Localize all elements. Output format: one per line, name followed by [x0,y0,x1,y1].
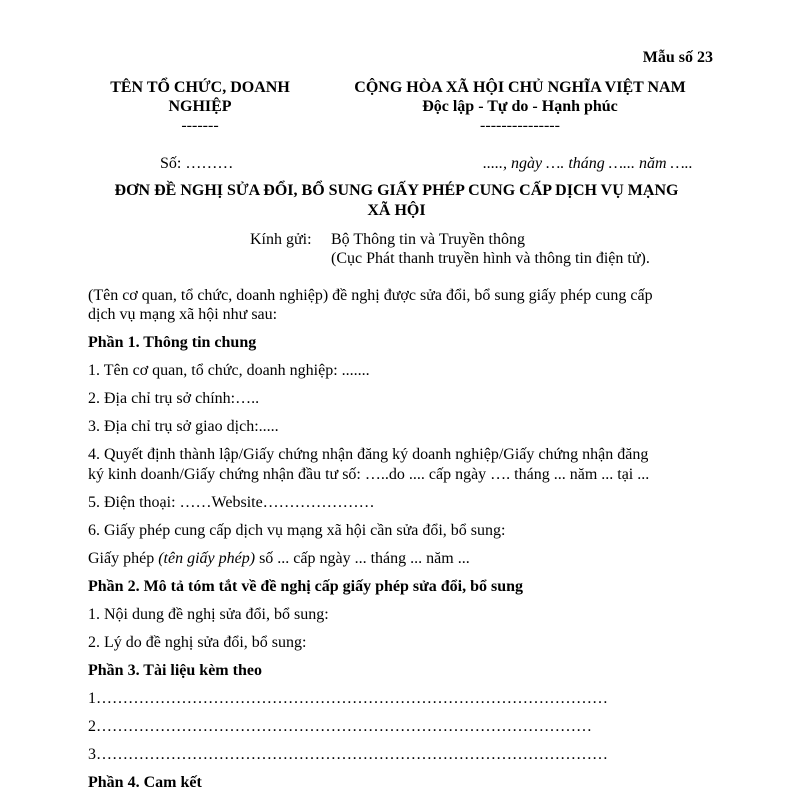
org-title-line2: NGHIỆP [168,98,232,116]
org-rule: ------- [181,117,219,135]
part3-line1: 1…………………………………………………………………………………… [88,690,608,707]
date-line: ....., ngày …. tháng …... năm ….. [483,155,693,172]
part1-item2: 2. Địa chỉ trụ sở chính:….. [88,390,260,407]
part2-heading: Phần 2. Mô tả tóm tắt về đề nghị cấp giấy phép sửa đổi, bổ sung [88,578,523,595]
recipient-label: Kính gửi: [250,231,312,248]
part1-heading: Phần 1. Thông tin chung [88,334,257,351]
part1-item6: 6. Giấy phép cung cấp dịch vụ mạng xã hội cần sửa đổi, bổ sung: [88,522,506,539]
part1-item4-line1: 4. Quyết định thành lập/Giấy chứng nhận đăng ký doanh nghiệp/Giấy chứng nhận đăng [88,446,649,463]
part3-heading: Phần 3. Tài liệu kèm theo [88,662,262,679]
part1-item3: 3. Địa chỉ trụ sở giao dịch:..... [88,418,279,435]
part3-line2: 2………………………………………………………………………………… [88,718,592,735]
part2-item1: 1. Nội dung đề nghị sửa đổi, bổ sung: [88,606,329,623]
license-prefix: Giấy phép [88,550,159,567]
document-title-line1: ĐƠN ĐỀ NGHỊ SỬA ĐỔI, BỔ SUNG GIẤY PHÉP CUNG CẤP DỊCH VỤ MẠNG [114,182,679,199]
document-title-line2: XÃ HỘI [367,202,426,219]
intro-line2: dịch vụ mạng xã hội như sau: [88,306,278,323]
part2-item2: 2. Lý do đề nghị sửa đổi, bổ sung: [88,634,307,651]
intro-line1: (Tên cơ quan, tổ chức, doanh nghiệp) đề nghị được sửa đổi, bổ sung giấy phép cung cấp [88,287,653,304]
org-title-line1: TÊN TỔ CHỨC, DOANH [110,79,290,96]
part1-item5: 5. Điện thoại: ……Website………………… [88,494,375,511]
document-number: Số: ……… [160,155,234,172]
part4-heading: Phần 4. Cam kết [88,774,202,791]
form-number: Mẫu số 23 [642,49,713,66]
national-motto: Độc lập - Tự do - Hạnh phúc [422,98,618,116]
license-name-placeholder: (tên giấy phép) [158,550,256,567]
national-header [340,78,700,136]
part1-item1: 1. Tên cơ quan, tổ chức, doanh nghiệp: ....... [88,362,370,379]
organization-header [90,78,310,136]
part1-item4-line2: ký kinh doanh/Giấy chứng nhận đầu tư số: …..do .... cấp ngày …. tháng ... năm ... tại ... [88,466,650,483]
national-rule: --------------- [480,117,560,135]
recipient-line2: (Cục Phát thanh truyền hình và thông tin điện tử). [331,250,650,267]
license-suffix: số ... cấp ngày ... tháng ... năm ... [255,550,470,567]
license-line [88,549,470,568]
national-title: CỘNG HÒA XÃ HỘI CHỦ NGHĨA VIỆT NAM [354,79,686,96]
part3-line3: 3…………………………………………………………………………………… [88,746,608,763]
recipient-line1: Bộ Thông tin và Truyền thông [331,231,525,248]
